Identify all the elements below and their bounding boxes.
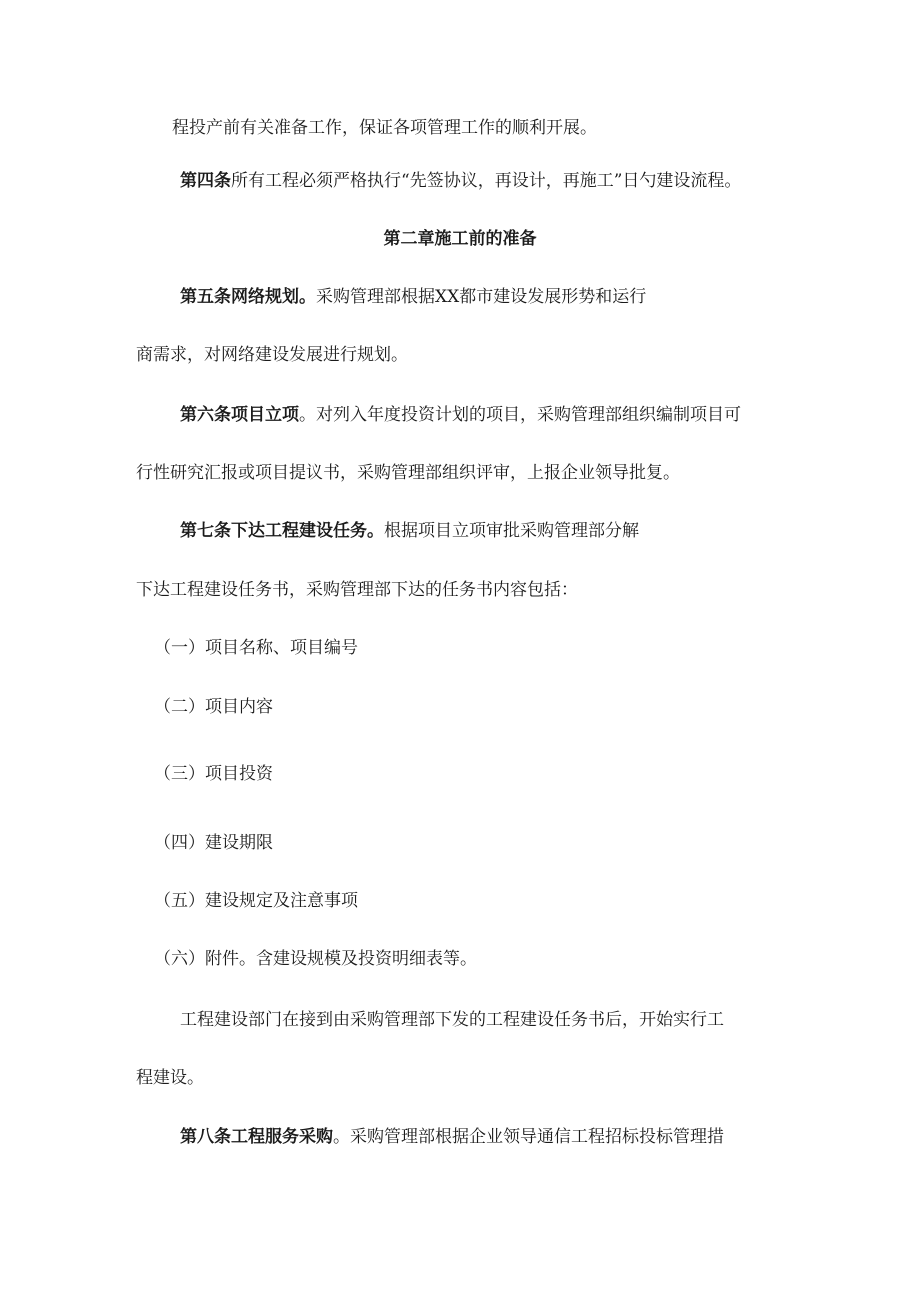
list-item-text: （二）项目内容	[154, 697, 273, 717]
list-item	[154, 638, 358, 658]
paragraph-continuation	[136, 580, 578, 600]
article-body: 所有工程必须严格执行“先签协议，再设计，再施工”日勺建设流程。	[231, 171, 742, 191]
list-item	[154, 891, 358, 911]
article-title: 第八条工程服务采购	[180, 1127, 333, 1147]
article-5	[180, 287, 646, 307]
list-item	[154, 697, 273, 717]
paragraph-text: 工程建设部门在接到由采购管理部下发的工程建设任务书后，开始实行工	[180, 1010, 724, 1030]
article-body: 。采购管理部根据企业领导通信工程招标投标管理措	[333, 1127, 724, 1147]
paragraph-continuation	[136, 1068, 204, 1088]
paragraph-text: 行性研究汇报或项目提议书，采购管理部组织评审，上报企业领导批复。	[136, 463, 680, 483]
paragraph-continuation	[172, 118, 597, 138]
article-title: 第五条网络规划。	[180, 287, 316, 307]
paragraph-text: 程建设。	[136, 1068, 204, 1088]
list-item-text: （五）建设规定及注意事项	[154, 891, 358, 911]
list-item	[154, 949, 477, 969]
article-title: 第七条下达工程建设任务。	[180, 521, 384, 541]
article-body: 根据项目立项审批采购管理部分解	[384, 521, 639, 541]
article-4	[180, 171, 741, 191]
list-item-text: （一）项目名称、项目编号	[154, 638, 358, 658]
article-title: 第四条	[180, 171, 231, 191]
paragraph-continuation	[136, 463, 680, 483]
article-title: 第六条项目立项	[180, 405, 299, 425]
list-item-text: （四）建设期限	[154, 833, 273, 853]
list-item-text: （三）项目投资	[154, 764, 273, 784]
chapter-heading: 第二章施工前的准备	[383, 229, 537, 249]
paragraph-text: 程投产前有关准备工作，保证各项管理工作的顺利开展。	[172, 118, 597, 138]
article-7	[180, 521, 639, 541]
article-8	[180, 1127, 724, 1147]
list-item-text: （六）附件。含建设规模及投资明细表等。	[154, 949, 477, 969]
paragraph-text: 下达工程建设任务书，采购管理部下达的任务书内容包括：	[136, 580, 578, 600]
article-body: 采购管理部根据XX都市建设发展形势和运行	[316, 287, 647, 307]
article-6	[180, 405, 741, 425]
paragraph-continuation	[136, 345, 408, 365]
article-body: 。对列入年度投资计划的项目，采购管理部组织编制项目可	[299, 405, 741, 425]
list-item	[154, 833, 273, 853]
paragraph	[180, 1010, 724, 1030]
list-item	[154, 764, 273, 784]
paragraph-text: 商需求，对网络建设发展进行规划。	[136, 345, 408, 365]
